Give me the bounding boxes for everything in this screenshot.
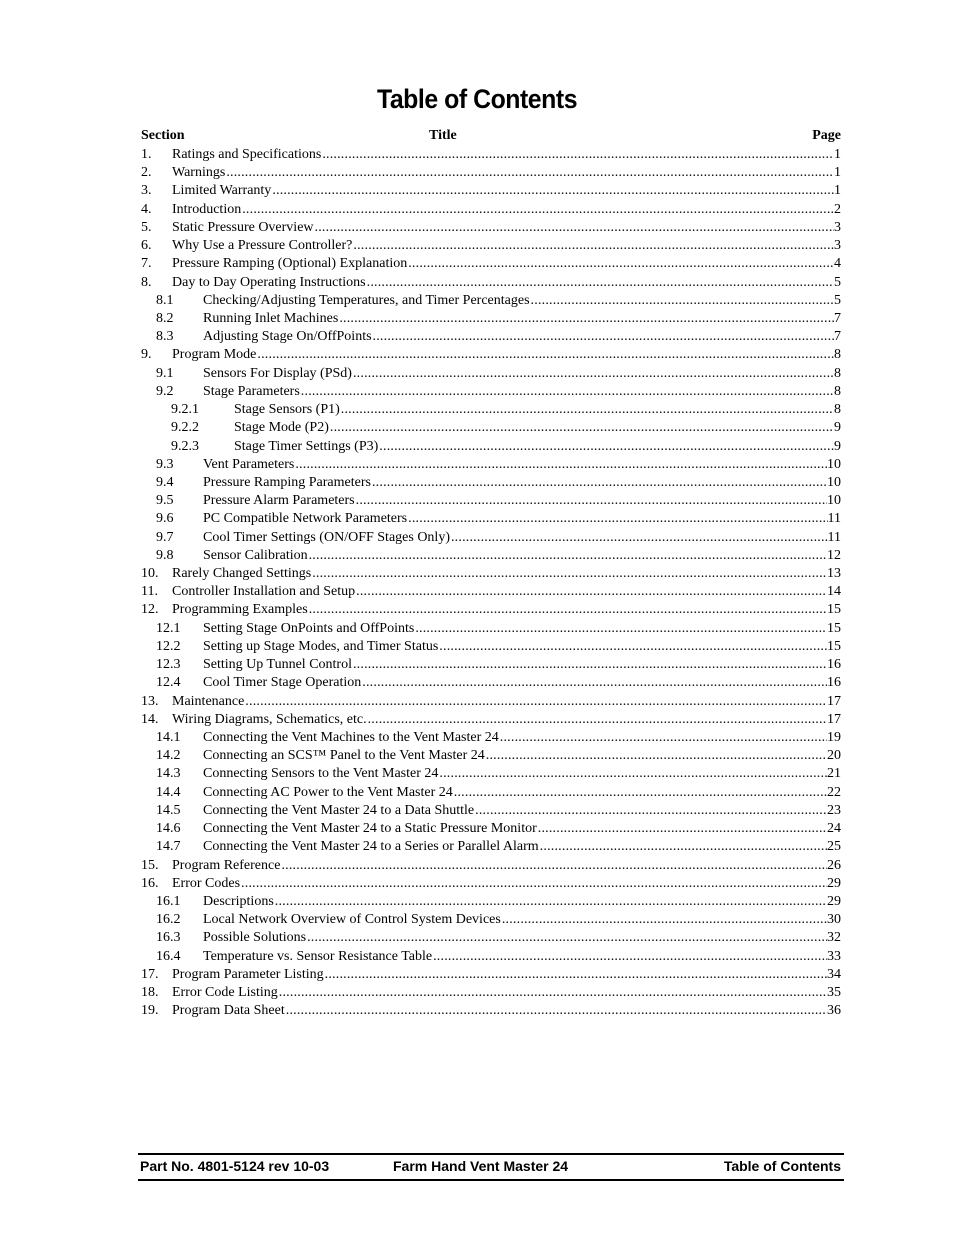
toc-entry-page: 14 (827, 584, 841, 600)
toc-entry-title: Stage Mode (P2) (234, 420, 329, 436)
toc-entry-page: 21 (827, 766, 841, 782)
toc-entry[interactable] (141, 1002, 841, 1020)
toc-entry-title: Program Data Sheet (172, 1003, 285, 1019)
dot-leader (356, 583, 827, 601)
toc-entry-page: 4 (834, 256, 841, 272)
toc-entry-number: 9.2.1 (171, 402, 199, 418)
toc-entry-number: 8. (141, 274, 152, 290)
toc-entry[interactable] (141, 583, 841, 601)
toc-entry[interactable] (141, 292, 841, 310)
toc-entry-number: 8.3 (156, 329, 174, 345)
toc-entry-page: 1 (834, 147, 841, 162)
toc-entry-page: 34 (827, 966, 841, 982)
footer-section-name: Table of Contents (723, 1158, 841, 1174)
dot-leader (257, 346, 834, 364)
toc-entry-page: 8 (834, 402, 841, 418)
dot-leader (540, 838, 827, 856)
toc-entry-page: 20 (827, 748, 841, 764)
toc-entry[interactable] (141, 784, 841, 802)
toc-entry-number: 14.4 (156, 784, 181, 800)
toc-entry[interactable] (141, 838, 841, 856)
toc-entry-title: Sensors For Display (PSd) (203, 365, 352, 381)
toc-entry-title: Day to Day Operating Instructions (172, 274, 366, 290)
toc-entry[interactable] (141, 729, 841, 747)
toc-entry-number: 16. (141, 875, 159, 891)
toc-entry-page: 2 (834, 201, 841, 217)
dot-leader (325, 966, 827, 984)
toc-entry-title: PC Compatible Network Parameters (203, 511, 408, 527)
toc-entry-title: Why Use a Pressure Controller? (172, 238, 353, 254)
toc-entry-title: Temperature vs. Sensor Resistance Table (203, 948, 433, 964)
toc-entry[interactable] (141, 164, 841, 182)
toc-entry-number: 10. (141, 566, 159, 582)
toc-entry[interactable] (141, 674, 841, 692)
dot-leader (372, 474, 827, 492)
toc-entry-page: 17 (827, 693, 841, 709)
section-column-label: Section (141, 128, 185, 143)
toc-entry-title: Ratings and Specifications (172, 147, 322, 162)
dot-leader (309, 601, 827, 619)
toc-entry[interactable] (141, 966, 841, 984)
toc-entry-title: Introduction (172, 201, 242, 217)
toc-entry-number: 15. (141, 857, 159, 873)
toc-entry[interactable] (141, 438, 841, 456)
toc-entry-page: 15 (827, 602, 841, 618)
toc-entry-number: 9.6 (156, 511, 174, 527)
toc-entry-title: Program Reference (172, 857, 281, 873)
toc-entry-page: 32 (827, 930, 841, 946)
toc-entry[interactable] (141, 893, 841, 911)
toc-entry-number: 16.2 (156, 912, 181, 928)
toc-entry-title: Connecting the Vent Master 24 to a Series or Parallel Alarm (203, 839, 539, 855)
toc-entry[interactable] (141, 711, 841, 729)
toc-entry[interactable] (141, 929, 841, 947)
toc-entry-page: 5 (834, 274, 841, 290)
toc-entry-title: Checking/Adjusting Temperatures, and Timer Percentages (203, 292, 530, 308)
toc-entry-title: Local Network Overview of Control System Devices (203, 912, 501, 928)
toc-entry[interactable] (141, 419, 841, 437)
toc-entry[interactable] (141, 857, 841, 875)
toc-entry-title: Programming Examples (172, 602, 308, 618)
toc-entry-page: 36 (827, 1003, 841, 1019)
dot-leader (373, 328, 834, 346)
toc-entry[interactable] (141, 456, 841, 474)
toc-entry-page: 7 (834, 310, 841, 326)
toc-entry-title: Connecting an SCS™ Panel to the Vent Master 24 (203, 748, 485, 764)
toc-entry-number: 9.5 (156, 493, 174, 509)
toc-entry-number: 8.1 (156, 292, 174, 308)
toc-entry-title: Connecting the Vent Master 24 to a Static Pressure Monitor (203, 821, 537, 837)
toc-entry-number: 18. (141, 985, 159, 1001)
toc-entry[interactable] (141, 656, 841, 674)
toc-entry-number: 12.2 (156, 638, 181, 654)
toc-entry[interactable] (141, 529, 841, 547)
toc-entry[interactable] (141, 237, 841, 255)
toc-entry-number: 9.7 (156, 529, 174, 545)
toc-entry-page: 12 (827, 547, 841, 563)
toc-entry-number: 11. (141, 584, 158, 600)
toc-entry-number: 12.3 (156, 657, 181, 673)
toc-entry-number: 16.3 (156, 930, 181, 946)
dot-leader (408, 255, 834, 273)
toc-entry-title: Connecting AC Power to the Vent Master 24 (203, 784, 453, 800)
dot-leader (286, 1002, 827, 1020)
dot-leader (367, 274, 834, 292)
toc-entry[interactable] (141, 620, 841, 638)
toc-list (141, 146, 841, 1021)
toc-entry[interactable] (141, 182, 841, 200)
toc-entry-number: 9.4 (156, 474, 174, 490)
toc-entry-page: 22 (827, 784, 841, 800)
toc-entry-page: 30 (827, 912, 841, 928)
toc-column-header (141, 128, 841, 146)
toc-entry-page: 15 (827, 620, 841, 636)
toc-entry[interactable] (141, 984, 841, 1002)
toc-entry-page: 8 (834, 365, 841, 381)
toc-entry-page: 35 (827, 985, 841, 1001)
toc-entry-title: Stage Parameters (203, 383, 300, 399)
dot-leader (322, 146, 834, 164)
toc-entry-number: 6. (141, 238, 152, 254)
toc-entry[interactable] (141, 911, 841, 929)
toc-entry-number: 14.2 (156, 748, 181, 764)
dot-leader (408, 510, 827, 528)
toc-entry-page: 1 (834, 183, 841, 199)
toc-entry-title: Error Codes (172, 875, 241, 891)
dot-leader (439, 638, 827, 656)
toc-entry[interactable] (141, 346, 841, 364)
toc-entry-title: Descriptions (203, 893, 274, 909)
toc-entry-page: 5 (834, 292, 841, 308)
toc-entry[interactable] (141, 274, 841, 292)
toc-entry-number: 14.1 (156, 730, 181, 745)
toc-entry-number: 14.5 (156, 802, 181, 818)
dot-leader (475, 802, 827, 820)
toc-entry[interactable] (141, 219, 841, 237)
toc-entry-page: 13 (827, 566, 841, 582)
toc-entry-page: 8 (834, 383, 841, 399)
toc-entry-title: Limited Warranty (172, 183, 272, 199)
toc-entry-number: 2. (141, 165, 152, 181)
toc-entry-title: Pressure Ramping (Optional) Explanation (172, 256, 408, 272)
toc-entry-title: Controller Installation and Setup (172, 584, 356, 600)
toc-entry-title: Wiring Diagrams, Schematics, etc. (172, 711, 367, 727)
dot-leader (301, 383, 834, 401)
toc-entry[interactable] (141, 638, 841, 656)
toc-entry[interactable] (141, 693, 841, 711)
dot-leader (241, 875, 827, 893)
toc-entry-title: Vent Parameters (203, 456, 295, 472)
toc-entry-title: Warnings (172, 165, 226, 181)
toc-entry-number: 12. (141, 602, 159, 618)
toc-entry-number: 4. (141, 201, 152, 217)
dot-leader (538, 820, 827, 838)
toc-entry[interactable] (141, 875, 841, 893)
toc-entry-page: 3 (834, 238, 841, 254)
toc-entry[interactable] (141, 365, 841, 383)
toc-entry-page: 11 (827, 511, 841, 527)
dot-leader (272, 182, 834, 200)
toc-entry-page: 8 (834, 347, 841, 363)
toc-entry-number: 9.2 (156, 383, 174, 399)
dot-leader (242, 201, 834, 219)
toc-entry-number: 14.3 (156, 766, 181, 782)
toc-entry-title: Program Mode (172, 347, 257, 363)
dot-leader (433, 948, 827, 966)
dot-leader (315, 219, 834, 237)
toc-entry[interactable] (141, 510, 841, 528)
toc-entry-number: 16.1 (156, 893, 181, 909)
toc-entry[interactable] (141, 401, 841, 419)
toc-entry-title: Running Inlet Machines (203, 310, 339, 326)
toc-entry-title: Stage Timer Settings (P3) (234, 438, 379, 454)
toc-entry-title: Program Parameter Listing (172, 966, 324, 982)
dot-leader (330, 419, 834, 437)
toc-entry[interactable] (141, 492, 841, 510)
toc-entry-number: 14.6 (156, 821, 181, 837)
toc-entry-title: Stage Sensors (P1) (234, 402, 340, 418)
toc-entry-page: 9 (834, 420, 841, 436)
toc-entry-page: 16 (827, 675, 841, 691)
dot-leader (339, 310, 834, 328)
toc-entry[interactable] (141, 383, 841, 401)
toc-entry-page: 17 (827, 711, 841, 727)
dot-leader (500, 729, 827, 747)
toc-entry[interactable] (141, 474, 841, 492)
toc-entry[interactable] (141, 765, 841, 783)
toc-entry-page: 9 (834, 438, 841, 454)
toc-entry-title: Pressure Ramping Parameters (203, 474, 371, 490)
toc-entry-number: 9.1 (156, 365, 174, 381)
dot-leader (312, 565, 827, 583)
toc-entry-number: 9.3 (156, 456, 174, 472)
dot-leader (454, 784, 827, 802)
toc-entry-title: Setting Up Tunnel Control (203, 657, 352, 673)
toc-entry-title: Rarely Changed Settings (172, 566, 312, 582)
toc-entry-title: Connecting Sensors to the Vent Master 24 (203, 766, 439, 782)
dot-leader (486, 747, 827, 765)
toc-entry-number: 3. (141, 183, 152, 199)
toc-entry-number: 13. (141, 693, 159, 709)
dot-leader (295, 456, 827, 474)
toc-entry-page: 23 (827, 802, 841, 818)
dot-leader (353, 656, 827, 674)
toc-entry-number: 9.8 (156, 547, 174, 563)
toc-entry-page: 25 (827, 839, 841, 855)
toc-entry-number: 5. (141, 219, 152, 235)
toc-entry-page: 7 (834, 329, 841, 345)
toc-entry[interactable] (141, 310, 841, 328)
dot-leader (309, 547, 827, 565)
page-column-label: Page (812, 128, 841, 143)
dot-leader (279, 984, 827, 1002)
toc-entry-page: 29 (827, 893, 841, 909)
page-footer (138, 1153, 844, 1181)
toc-entry[interactable] (141, 201, 841, 219)
toc-entry-page: 15 (827, 638, 841, 654)
dot-leader (341, 401, 834, 419)
toc-entry-title: Adjusting Stage On/OffPoints (203, 329, 372, 345)
dot-leader (353, 365, 834, 383)
dot-leader (281, 857, 827, 875)
toc-entry[interactable] (141, 328, 841, 346)
toc-entry-page: 29 (827, 875, 841, 891)
toc-entry-title: Setting Stage OnPoints and OffPoints (203, 620, 415, 636)
footer-product-name: Farm Hand Vent Master 24 (393, 1158, 569, 1174)
toc-entry-number: 1. (141, 147, 152, 162)
toc-entry-page: 10 (827, 474, 841, 490)
dot-leader (226, 164, 834, 182)
toc-entry[interactable] (141, 565, 841, 583)
toc-entry-number: 9.2.3 (171, 438, 199, 454)
dot-leader (362, 674, 827, 692)
toc-entry-title: Connecting the Vent Master 24 to a Data Shuttle (203, 802, 475, 818)
toc-entry[interactable] (141, 601, 841, 619)
dot-leader (502, 911, 827, 929)
toc-entry-number: 16.4 (156, 948, 181, 964)
toc-entry[interactable] (141, 948, 841, 966)
dot-leader (439, 765, 827, 783)
toc-entry-title: Error Code Listing (172, 985, 278, 1001)
toc-entry[interactable] (141, 146, 841, 164)
toc-entry-title: Cool Timer Settings (ON/OFF Stages Only) (203, 529, 450, 545)
toc-entry-number: 8.2 (156, 310, 174, 326)
title-column-label: Title (429, 128, 457, 143)
toc-entry-page: 26 (827, 857, 841, 873)
dot-leader (451, 529, 828, 547)
toc-entry-page: 10 (827, 493, 841, 509)
toc-entry-page: 16 (827, 657, 841, 673)
toc-entry-page: 24 (827, 821, 841, 837)
dot-leader (379, 438, 834, 456)
toc-entry-number: 12.1 (156, 620, 181, 636)
dot-leader (531, 292, 834, 310)
dot-leader (245, 693, 827, 711)
toc-entry-title: Setting up Stage Modes, and Timer Status (203, 638, 439, 654)
dot-leader (356, 492, 827, 510)
toc-entry-page: 11 (827, 529, 841, 545)
toc-entry-title: Sensor Calibration (203, 547, 308, 563)
page-title: Table of Contents (376, 84, 578, 114)
footer-part-number: Part No. 4801-5124 rev 10-03 (140, 1158, 330, 1174)
toc-entry[interactable] (141, 255, 841, 273)
toc-entry-number: 9.2.2 (171, 420, 199, 436)
toc-entry-page: 10 (827, 456, 841, 472)
toc-entry-page: 1 (834, 165, 841, 181)
toc-entry-title: Connecting the Vent Machines to the Vent Master 24 (203, 730, 499, 745)
toc-entry[interactable] (141, 747, 841, 765)
dot-leader (368, 711, 827, 729)
toc-entry[interactable] (141, 820, 841, 838)
toc-entry-title: Pressure Alarm Parameters (203, 493, 355, 509)
toc-entry-number: 19. (141, 1003, 159, 1019)
toc-entry-page: 3 (834, 219, 841, 235)
toc-entry-page: 33 (827, 948, 841, 964)
dot-leader (353, 237, 834, 255)
dot-leader (307, 929, 827, 947)
dot-leader (275, 893, 827, 911)
toc-entry-number: 14.7 (156, 839, 181, 855)
toc-entry-title: Possible Solutions (203, 930, 307, 946)
toc-entry-number: 14. (141, 711, 159, 727)
toc-entry-page: 19 (827, 730, 841, 745)
dot-leader (415, 620, 827, 638)
toc-entry-number: 7. (141, 256, 152, 272)
toc-entry[interactable] (141, 802, 841, 820)
toc-entry-title: Static Pressure Overview (172, 219, 314, 235)
toc-entry[interactable] (141, 547, 841, 565)
toc-entry-title: Cool Timer Stage Operation (203, 675, 362, 691)
toc-entry-number: 12.4 (156, 675, 181, 691)
toc-entry-title: Maintenance (172, 693, 245, 709)
toc-entry-number: 9. (141, 347, 152, 363)
toc-entry-number: 17. (141, 966, 159, 982)
